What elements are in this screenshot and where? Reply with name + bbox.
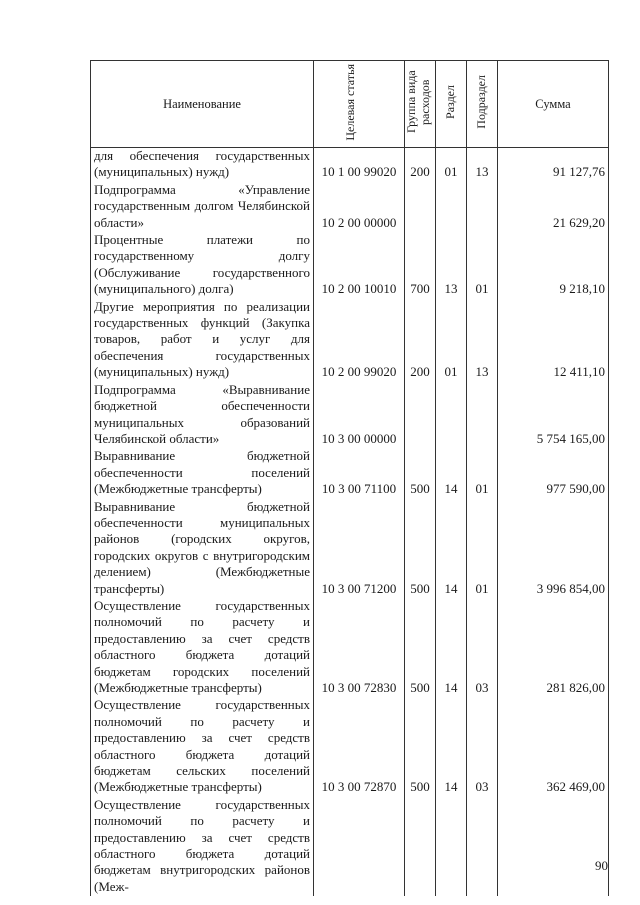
- cell-section: 14: [436, 448, 467, 498]
- cell-group: 500: [405, 448, 436, 498]
- cell-name: для обеспечения государственных (муниципальных) нужд): [91, 148, 314, 182]
- cell-amount: 5 754 165,00: [498, 382, 609, 449]
- cell-group: 500: [405, 697, 436, 796]
- table-body: [91, 148, 609, 897]
- budget-table: [90, 60, 609, 896]
- cell-code: 10 2 00 99020: [314, 299, 405, 382]
- cell-amount: [498, 797, 609, 896]
- cell-section: 13: [436, 232, 467, 299]
- table-row: [91, 299, 609, 382]
- cell-name: Подпрограмма «Выравнивание бюджетной обеспеченности муниципальных образований Челябинской области»: [91, 382, 314, 449]
- cell-group: 200: [405, 299, 436, 382]
- cell-section: 14: [436, 697, 467, 796]
- cell-code: 10 3 00 71200: [314, 499, 405, 598]
- header-expense-group: Группа вида расходов: [405, 61, 436, 148]
- table-row: [91, 382, 609, 449]
- table-header-row: [91, 61, 609, 148]
- cell-code: 10 3 00 72830: [314, 598, 405, 697]
- cell-amount: 281 826,00: [498, 598, 609, 697]
- cell-group: 700: [405, 232, 436, 299]
- table-row: [91, 499, 609, 598]
- header-subsection: Подраздел: [467, 61, 498, 148]
- cell-subsection: 01: [467, 448, 498, 498]
- cell-subsection: 01: [467, 232, 498, 299]
- cell-amount: 21 629,20: [498, 182, 609, 232]
- cell-subsection: 13: [467, 148, 498, 182]
- cell-group: [405, 382, 436, 449]
- cell-code: [314, 797, 405, 896]
- cell-group: 500: [405, 499, 436, 598]
- cell-section: [436, 797, 467, 896]
- cell-name: Другие мероприятия по реализации государственных функций (Закупка товаров, работ и услуг для обеспечения государственных (муниципальных) нужд): [91, 299, 314, 382]
- cell-code: 10 2 00 10010: [314, 232, 405, 299]
- cell-name: Осуществление государственных полномочий по расчету и предоставлению за счет средств областного бюджета дотаций бюджетам внутригородских районов (Меж-: [91, 797, 314, 896]
- cell-name: Подпрограмма «Управление государственным долгом Челябинской области»: [91, 182, 314, 232]
- cell-group: [405, 182, 436, 232]
- table-row: [91, 448, 609, 498]
- cell-subsection: [467, 182, 498, 232]
- cell-code: 10 3 00 72870: [314, 697, 405, 796]
- cell-group: 500: [405, 598, 436, 697]
- cell-subsection: [467, 382, 498, 449]
- cell-amount: 12 411,10: [498, 299, 609, 382]
- cell-section: [436, 382, 467, 449]
- cell-amount: 977 590,00: [498, 448, 609, 498]
- cell-amount: 9 218,10: [498, 232, 609, 299]
- cell-code: 10 1 00 99020: [314, 148, 405, 182]
- cell-amount: 362 469,00: [498, 697, 609, 796]
- cell-name: Осуществление государственных полномочий по расчету и предоставлению за счет средств областного бюджета дотаций бюджетам городских поселений (Межбюджетные трансферты): [91, 598, 314, 697]
- cell-group: [405, 797, 436, 896]
- cell-name: Выравнивание бюджетной обеспеченности муниципальных районов (городских округов, городских округов с внутригородским делением) (Межбюджетные трансферты): [91, 499, 314, 598]
- table-row: [91, 797, 609, 896]
- cell-section: 01: [436, 148, 467, 182]
- header-amount: Сумма: [498, 61, 609, 148]
- cell-name: Выравнивание бюджетной обеспеченности поселений (Межбюджетные трансферты): [91, 448, 314, 498]
- cell-amount: 91 127,76: [498, 148, 609, 182]
- cell-code: 10 3 00 00000: [314, 382, 405, 449]
- table-row: [91, 182, 609, 232]
- cell-subsection: 01: [467, 499, 498, 598]
- table-row: [91, 697, 609, 796]
- cell-section: 14: [436, 598, 467, 697]
- cell-section: 14: [436, 499, 467, 598]
- cell-subsection: 03: [467, 598, 498, 697]
- cell-subsection: 13: [467, 299, 498, 382]
- table-row: [91, 598, 609, 697]
- table-row: [91, 232, 609, 299]
- cell-code: 10 3 00 71100: [314, 448, 405, 498]
- header-section: Раздел: [436, 61, 467, 148]
- cell-code: 10 2 00 00000: [314, 182, 405, 232]
- header-target-article: Целевая статья: [314, 61, 405, 148]
- table-row: [91, 148, 609, 182]
- cell-name: Процентные платежи по государственному долгу (Обслуживание государственного (муниципального) долга): [91, 232, 314, 299]
- cell-section: [436, 182, 467, 232]
- cell-name: Осуществление государственных полномочий по расчету и предоставлению за счет средств областного бюджета дотаций бюджетам сельских поселений (Межбюджетные трансферты): [91, 697, 314, 796]
- cell-group: 200: [405, 148, 436, 182]
- header-name: Наименование: [91, 61, 314, 148]
- cell-amount: 3 996 854,00: [498, 499, 609, 598]
- cell-section: 01: [436, 299, 467, 382]
- cell-subsection: [467, 797, 498, 896]
- cell-subsection: 03: [467, 697, 498, 796]
- page-number: 90: [595, 858, 608, 873]
